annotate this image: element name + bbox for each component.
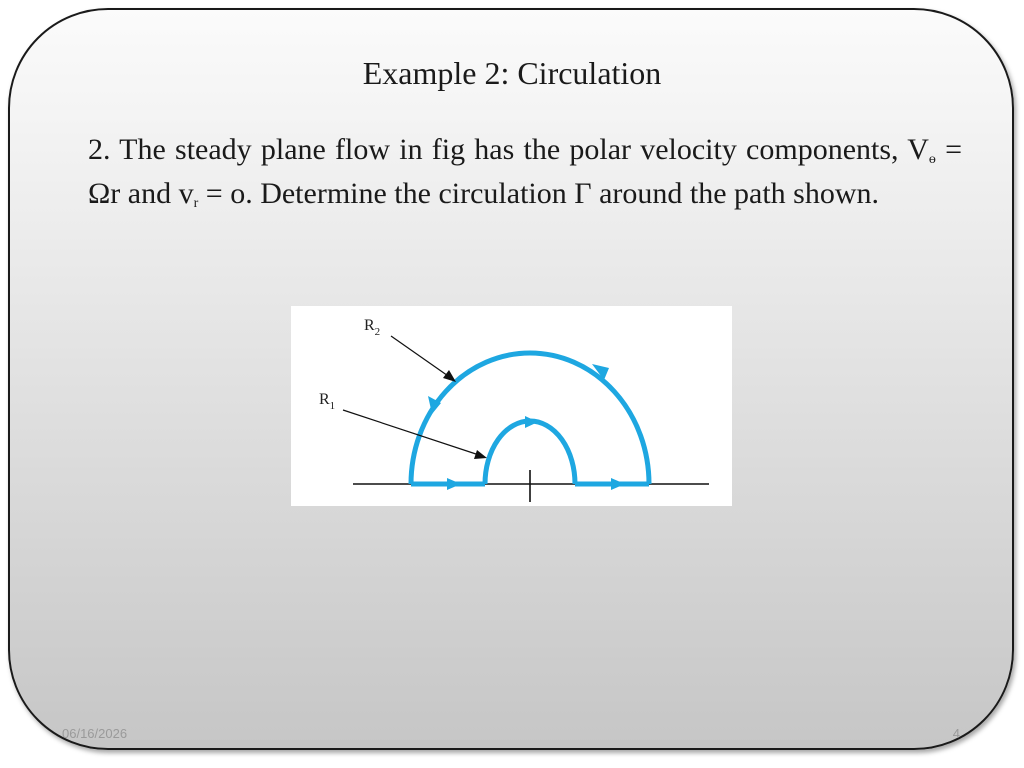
footer-date: 06/16/2026: [62, 726, 128, 741]
problem-text-part3: = o. Determine the circulation Γ around the path shown.: [198, 177, 880, 210]
arrow-left-base: [447, 478, 461, 490]
problem-text-part1: 2. The steady plane flow in fig has the polar velocity components, V: [88, 133, 929, 166]
problem-text-part2: = Ωr and v: [88, 133, 963, 210]
page-number: 4: [952, 726, 960, 741]
label-r1: $R_1$: [319, 391, 336, 412]
slide-title: Example 2: Circulation: [362, 55, 662, 91]
subscript-r: r: [193, 196, 199, 211]
problem-statement: [88, 128, 962, 216]
path-diagram: [291, 306, 732, 506]
label-r2: $R_2$: [364, 317, 381, 338]
leader-arrow-r2: [443, 370, 456, 382]
leader-line-r1: [343, 410, 482, 456]
circulation-figure: [291, 306, 732, 506]
leader-line-r2: [391, 336, 451, 378]
arrow-right-base: [611, 478, 625, 490]
leader-arrow-r1: [474, 450, 487, 459]
subscript-theta: ɵ: [928, 152, 936, 167]
arrow-inner-arc: [525, 416, 538, 428]
